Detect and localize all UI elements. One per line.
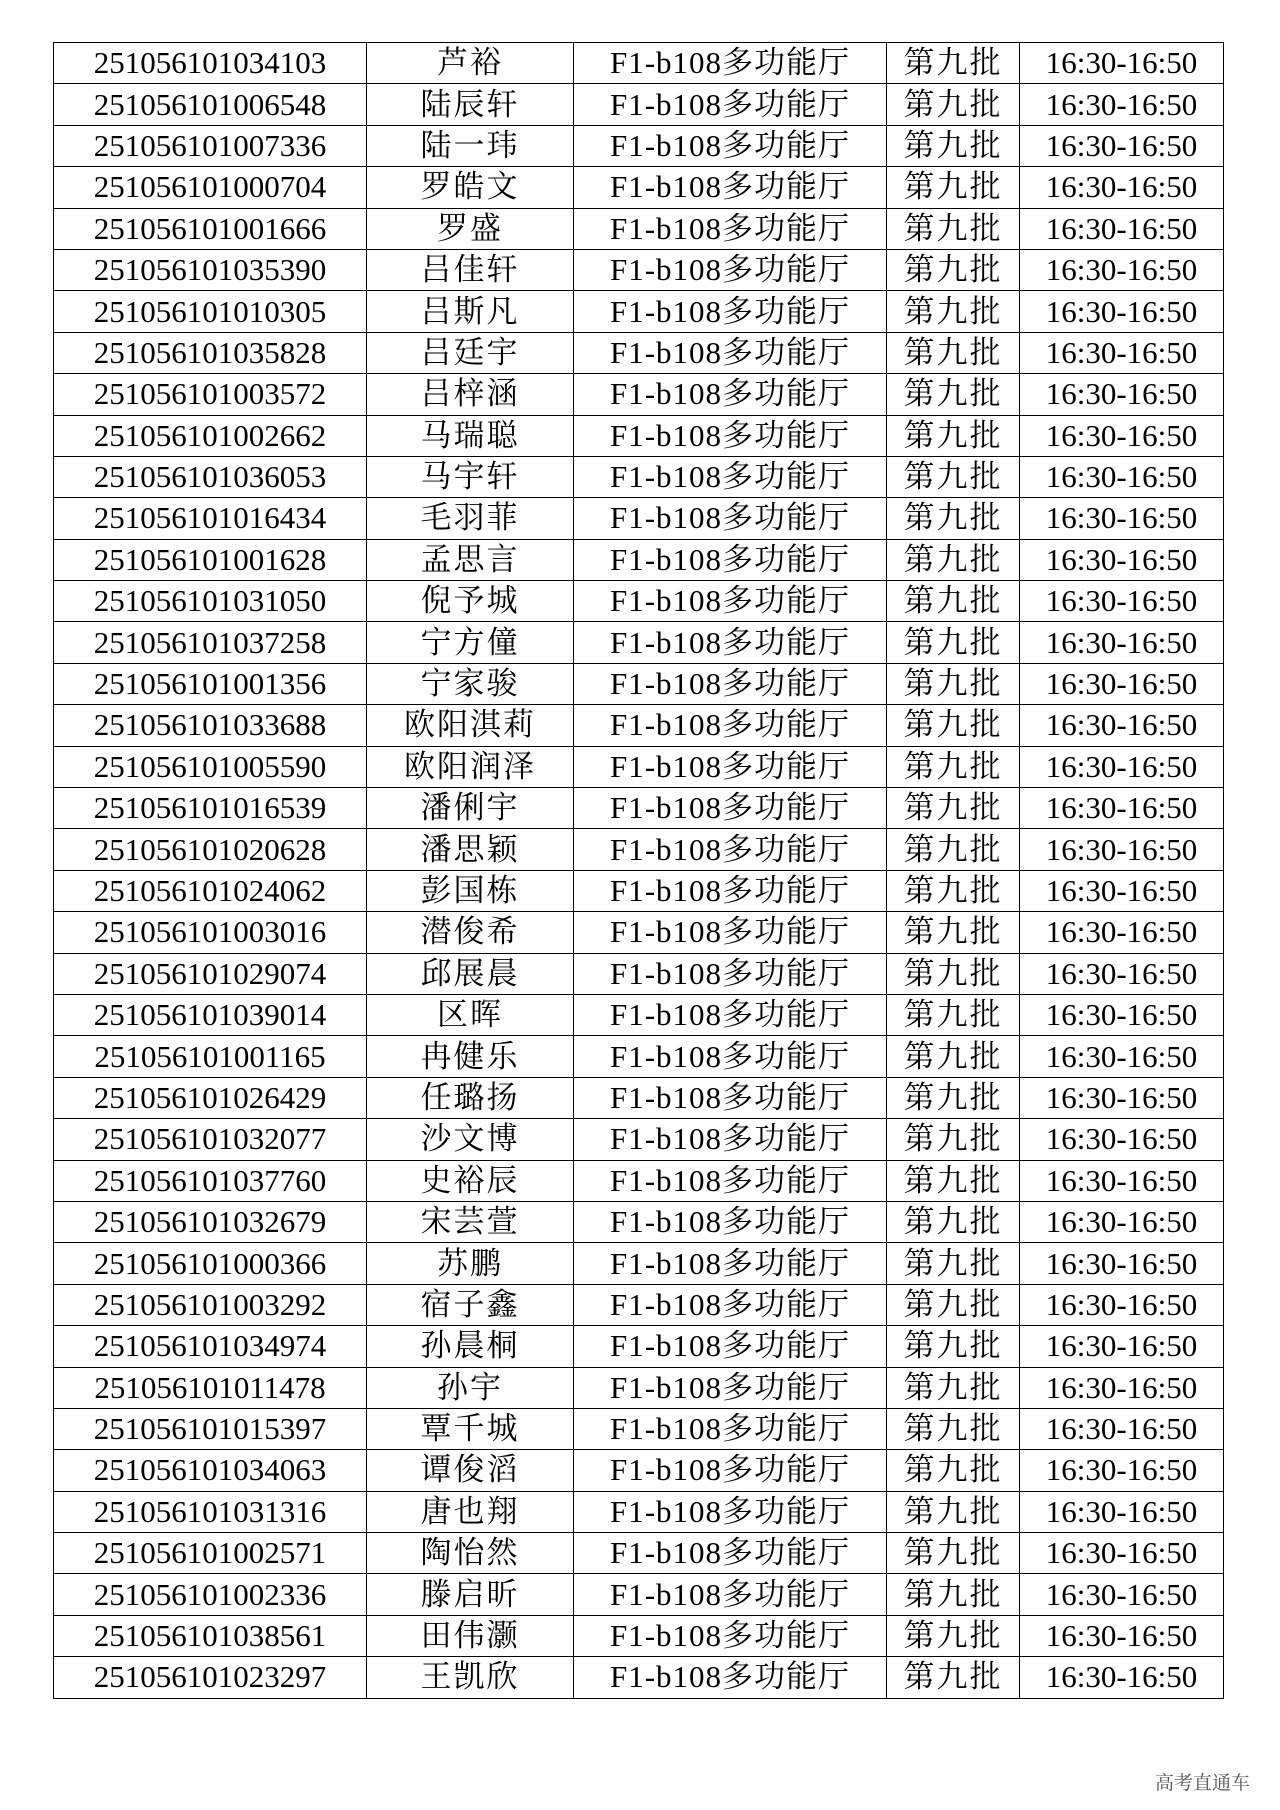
batch-cell: 第九批	[887, 1284, 1020, 1325]
candidate-id-cell: 251056101016539	[54, 788, 367, 829]
candidate-name-cell: 宁方僮	[367, 622, 574, 663]
candidate-id-cell: 251056101003292	[54, 1284, 367, 1325]
batch-cell: 第九批	[887, 1615, 1020, 1656]
batch-cell: 第九批	[887, 1533, 1020, 1574]
table-row	[54, 746, 1224, 787]
table-row	[54, 912, 1224, 953]
candidate-name-cell: 孙晨桐	[367, 1326, 574, 1367]
batch-cell: 第九批	[887, 84, 1020, 125]
batch-cell: 第九批	[887, 1243, 1020, 1284]
batch-cell: 第九批	[887, 994, 1020, 1035]
candidate-name-cell: 冉健乐	[367, 1036, 574, 1077]
candidate-name-cell: 史裕辰	[367, 1160, 574, 1201]
table-row	[54, 1615, 1224, 1656]
batch-cell: 第九批	[887, 1077, 1020, 1118]
room-cell: F1-b108多功能厅	[574, 829, 887, 870]
candidate-name-cell: 毛羽菲	[367, 498, 574, 539]
candidate-id-cell: 251056101034063	[54, 1450, 367, 1491]
candidate-name-cell: 宿子鑫	[367, 1284, 574, 1325]
batch-cell: 第九批	[887, 125, 1020, 166]
time-slot-cell: 16:30-16:50	[1020, 1326, 1224, 1367]
candidate-name-cell: 邱展晨	[367, 953, 574, 994]
batch-cell: 第九批	[887, 746, 1020, 787]
room-cell: F1-b108多功能厅	[574, 1450, 887, 1491]
candidate-id-cell: 251056101026429	[54, 1077, 367, 1118]
time-slot-cell: 16:30-16:50	[1020, 581, 1224, 622]
time-slot-cell: 16:30-16:50	[1020, 1160, 1224, 1201]
candidate-id-cell: 251056101003572	[54, 374, 367, 415]
batch-cell: 第九批	[887, 456, 1020, 497]
table-row	[54, 1284, 1224, 1325]
candidate-id-cell: 251056101038561	[54, 1615, 367, 1656]
table-row	[54, 705, 1224, 746]
batch-cell: 第九批	[887, 1160, 1020, 1201]
table-row	[54, 456, 1224, 497]
table-row	[54, 1201, 1224, 1242]
candidate-name-cell: 潘俐宇	[367, 788, 574, 829]
room-cell: F1-b108多功能厅	[574, 912, 887, 953]
candidate-id-cell: 251056101011478	[54, 1367, 367, 1408]
table-row	[54, 208, 1224, 249]
roster-table	[53, 42, 1224, 1699]
table-row	[54, 167, 1224, 208]
table-row	[54, 1574, 1224, 1615]
candidate-name-cell: 苏鹏	[367, 1243, 574, 1284]
batch-cell: 第九批	[887, 167, 1020, 208]
room-cell: F1-b108多功能厅	[574, 167, 887, 208]
candidate-name-cell: 谭俊滔	[367, 1450, 574, 1491]
candidate-name-cell: 宁家骏	[367, 663, 574, 704]
batch-cell: 第九批	[887, 1119, 1020, 1160]
candidate-id-cell: 251056101001165	[54, 1036, 367, 1077]
batch-cell: 第九批	[887, 705, 1020, 746]
table-row	[54, 1326, 1224, 1367]
candidate-name-cell: 任璐扬	[367, 1077, 574, 1118]
table-row	[54, 1077, 1224, 1118]
candidate-id-cell: 251056101000366	[54, 1243, 367, 1284]
candidate-name-cell: 欧阳淇莉	[367, 705, 574, 746]
candidate-id-cell: 251056101006548	[54, 84, 367, 125]
table-row	[54, 539, 1224, 580]
room-cell: F1-b108多功能厅	[574, 581, 887, 622]
time-slot-cell: 16:30-16:50	[1020, 125, 1224, 166]
candidate-id-cell: 251056101000704	[54, 167, 367, 208]
candidate-name-cell: 潘思颖	[367, 829, 574, 870]
candidate-name-cell: 孟思言	[367, 539, 574, 580]
room-cell: F1-b108多功能厅	[574, 374, 887, 415]
room-cell: F1-b108多功能厅	[574, 1119, 887, 1160]
time-slot-cell: 16:30-16:50	[1020, 539, 1224, 580]
batch-cell: 第九批	[887, 1657, 1020, 1698]
candidate-name-cell: 陶怡然	[367, 1533, 574, 1574]
time-slot-cell: 16:30-16:50	[1020, 1119, 1224, 1160]
candidate-id-cell: 251056101035828	[54, 332, 367, 373]
candidate-name-cell: 欧阳润泽	[367, 746, 574, 787]
batch-cell: 第九批	[887, 1036, 1020, 1077]
candidate-id-cell: 251056101020628	[54, 829, 367, 870]
room-cell: F1-b108多功能厅	[574, 1367, 887, 1408]
candidate-name-cell: 马瑞聪	[367, 415, 574, 456]
room-cell: F1-b108多功能厅	[574, 953, 887, 994]
candidate-id-cell: 251056101034103	[54, 43, 367, 84]
time-slot-cell: 16:30-16:50	[1020, 788, 1224, 829]
batch-cell: 第九批	[887, 622, 1020, 663]
time-slot-cell: 16:30-16:50	[1020, 1657, 1224, 1698]
candidate-name-cell: 彭国栋	[367, 870, 574, 911]
batch-cell: 第九批	[887, 332, 1020, 373]
roster-body	[54, 43, 1224, 1699]
candidate-id-cell: 251056101031050	[54, 581, 367, 622]
room-cell: F1-b108多功能厅	[574, 870, 887, 911]
candidate-id-cell: 251056101024062	[54, 870, 367, 911]
time-slot-cell: 16:30-16:50	[1020, 208, 1224, 249]
candidate-name-cell: 芦裕	[367, 43, 574, 84]
time-slot-cell: 16:30-16:50	[1020, 1077, 1224, 1118]
time-slot-cell: 16:30-16:50	[1020, 1533, 1224, 1574]
room-cell: F1-b108多功能厅	[574, 1160, 887, 1201]
room-cell: F1-b108多功能厅	[574, 622, 887, 663]
time-slot-cell: 16:30-16:50	[1020, 1450, 1224, 1491]
candidate-id-cell: 251056101023297	[54, 1657, 367, 1698]
candidate-name-cell: 陆一玮	[367, 125, 574, 166]
table-row	[54, 1036, 1224, 1077]
batch-cell: 第九批	[887, 208, 1020, 249]
time-slot-cell: 16:30-16:50	[1020, 746, 1224, 787]
candidate-id-cell: 251056101032679	[54, 1201, 367, 1242]
table-row	[54, 498, 1224, 539]
time-slot-cell: 16:30-16:50	[1020, 498, 1224, 539]
table-row	[54, 622, 1224, 663]
room-cell: F1-b108多功能厅	[574, 249, 887, 290]
table-row	[54, 1408, 1224, 1449]
room-cell: F1-b108多功能厅	[574, 705, 887, 746]
batch-cell: 第九批	[887, 43, 1020, 84]
room-cell: F1-b108多功能厅	[574, 1574, 887, 1615]
candidate-id-cell: 251056101016434	[54, 498, 367, 539]
table-row	[54, 291, 1224, 332]
candidate-name-cell: 王凯欣	[367, 1657, 574, 1698]
table-row	[54, 581, 1224, 622]
batch-cell: 第九批	[887, 539, 1020, 580]
room-cell: F1-b108多功能厅	[574, 291, 887, 332]
time-slot-cell: 16:30-16:50	[1020, 291, 1224, 332]
batch-cell: 第九批	[887, 1450, 1020, 1491]
batch-cell: 第九批	[887, 953, 1020, 994]
candidate-id-cell: 251056101002571	[54, 1533, 367, 1574]
room-cell: F1-b108多功能厅	[574, 994, 887, 1035]
time-slot-cell: 16:30-16:50	[1020, 1491, 1224, 1532]
table-row	[54, 249, 1224, 290]
batch-cell: 第九批	[887, 1574, 1020, 1615]
batch-cell: 第九批	[887, 663, 1020, 704]
time-slot-cell: 16:30-16:50	[1020, 1201, 1224, 1242]
room-cell: F1-b108多功能厅	[574, 84, 887, 125]
candidate-id-cell: 251056101002662	[54, 415, 367, 456]
candidate-name-cell: 吕斯凡	[367, 291, 574, 332]
batch-cell: 第九批	[887, 581, 1020, 622]
time-slot-cell: 16:30-16:50	[1020, 953, 1224, 994]
table-row	[54, 1243, 1224, 1284]
time-slot-cell: 16:30-16:50	[1020, 1243, 1224, 1284]
room-cell: F1-b108多功能厅	[574, 1326, 887, 1367]
room-cell: F1-b108多功能厅	[574, 332, 887, 373]
time-slot-cell: 16:30-16:50	[1020, 1574, 1224, 1615]
time-slot-cell: 16:30-16:50	[1020, 1408, 1224, 1449]
time-slot-cell: 16:30-16:50	[1020, 249, 1224, 290]
watermark-text: 高考直通车	[1154, 1772, 1250, 1794]
time-slot-cell: 16:30-16:50	[1020, 622, 1224, 663]
candidate-name-cell: 覃千城	[367, 1408, 574, 1449]
time-slot-cell: 16:30-16:50	[1020, 167, 1224, 208]
candidate-id-cell: 251056101001356	[54, 663, 367, 704]
time-slot-cell: 16:30-16:50	[1020, 456, 1224, 497]
table-row	[54, 788, 1224, 829]
table-row	[54, 415, 1224, 456]
candidate-id-cell: 251056101037258	[54, 622, 367, 663]
candidate-id-cell: 251056101005590	[54, 746, 367, 787]
room-cell: F1-b108多功能厅	[574, 1408, 887, 1449]
table-row	[54, 1119, 1224, 1160]
batch-cell: 第九批	[887, 1408, 1020, 1449]
candidate-name-cell: 沙文博	[367, 1119, 574, 1160]
table-row	[54, 84, 1224, 125]
candidate-id-cell: 251056101010305	[54, 291, 367, 332]
candidate-name-cell: 马宇轩	[367, 456, 574, 497]
room-cell: F1-b108多功能厅	[574, 1533, 887, 1574]
room-cell: F1-b108多功能厅	[574, 1036, 887, 1077]
time-slot-cell: 16:30-16:50	[1020, 1615, 1224, 1656]
table-row	[54, 870, 1224, 911]
batch-cell: 第九批	[887, 788, 1020, 829]
candidate-name-cell: 宋芸萱	[367, 1201, 574, 1242]
candidate-id-cell: 251056101037760	[54, 1160, 367, 1201]
room-cell: F1-b108多功能厅	[574, 456, 887, 497]
time-slot-cell: 16:30-16:50	[1020, 332, 1224, 373]
candidate-id-cell: 251056101002336	[54, 1574, 367, 1615]
batch-cell: 第九批	[887, 829, 1020, 870]
table-row	[54, 332, 1224, 373]
time-slot-cell: 16:30-16:50	[1020, 43, 1224, 84]
room-cell: F1-b108多功能厅	[574, 125, 887, 166]
room-cell: F1-b108多功能厅	[574, 663, 887, 704]
batch-cell: 第九批	[887, 415, 1020, 456]
table-row	[54, 663, 1224, 704]
time-slot-cell: 16:30-16:50	[1020, 994, 1224, 1035]
candidate-name-cell: 滕启昕	[367, 1574, 574, 1615]
room-cell: F1-b108多功能厅	[574, 788, 887, 829]
table-row	[54, 1367, 1224, 1408]
candidate-id-cell: 251056101035390	[54, 249, 367, 290]
time-slot-cell: 16:30-16:50	[1020, 870, 1224, 911]
candidate-id-cell: 251056101029074	[54, 953, 367, 994]
table-row	[54, 1160, 1224, 1201]
room-cell: F1-b108多功能厅	[574, 1657, 887, 1698]
table-row	[54, 43, 1224, 84]
time-slot-cell: 16:30-16:50	[1020, 415, 1224, 456]
batch-cell: 第九批	[887, 1201, 1020, 1242]
candidate-id-cell: 251056101007336	[54, 125, 367, 166]
candidate-id-cell: 251056101032077	[54, 1119, 367, 1160]
candidate-id-cell: 251056101033688	[54, 705, 367, 746]
candidate-id-cell: 251056101031316	[54, 1491, 367, 1532]
time-slot-cell: 16:30-16:50	[1020, 1036, 1224, 1077]
table-row	[54, 829, 1224, 870]
candidate-id-cell: 251056101001628	[54, 539, 367, 580]
room-cell: F1-b108多功能厅	[574, 1491, 887, 1532]
room-cell: F1-b108多功能厅	[574, 1077, 887, 1118]
room-cell: F1-b108多功能厅	[574, 498, 887, 539]
table-row	[54, 1533, 1224, 1574]
batch-cell: 第九批	[887, 498, 1020, 539]
candidate-id-cell: 251056101003016	[54, 912, 367, 953]
room-cell: F1-b108多功能厅	[574, 1243, 887, 1284]
candidate-name-cell: 吕廷宇	[367, 332, 574, 373]
candidate-name-cell: 倪予城	[367, 581, 574, 622]
candidate-id-cell: 251056101039014	[54, 994, 367, 1035]
time-slot-cell: 16:30-16:50	[1020, 663, 1224, 704]
candidate-name-cell: 潜俊希	[367, 912, 574, 953]
batch-cell: 第九批	[887, 912, 1020, 953]
room-cell: F1-b108多功能厅	[574, 415, 887, 456]
table-row	[54, 1491, 1224, 1532]
room-cell: F1-b108多功能厅	[574, 1284, 887, 1325]
candidate-name-cell: 田伟灏	[367, 1615, 574, 1656]
room-cell: F1-b108多功能厅	[574, 746, 887, 787]
table-row	[54, 994, 1224, 1035]
batch-cell: 第九批	[887, 374, 1020, 415]
candidate-name-cell: 罗皓文	[367, 167, 574, 208]
candidate-name-cell: 罗盛	[367, 208, 574, 249]
time-slot-cell: 16:30-16:50	[1020, 1367, 1224, 1408]
time-slot-cell: 16:30-16:50	[1020, 912, 1224, 953]
batch-cell: 第九批	[887, 291, 1020, 332]
candidate-id-cell: 251056101015397	[54, 1408, 367, 1449]
candidate-name-cell: 吕梓涵	[367, 374, 574, 415]
time-slot-cell: 16:30-16:50	[1020, 1284, 1224, 1325]
room-cell: F1-b108多功能厅	[574, 539, 887, 580]
room-cell: F1-b108多功能厅	[574, 208, 887, 249]
table-row	[54, 953, 1224, 994]
room-cell: F1-b108多功能厅	[574, 43, 887, 84]
room-cell: F1-b108多功能厅	[574, 1201, 887, 1242]
table-row	[54, 1450, 1224, 1491]
batch-cell: 第九批	[887, 1367, 1020, 1408]
room-cell: F1-b108多功能厅	[574, 1615, 887, 1656]
candidate-name-cell: 吕佳轩	[367, 249, 574, 290]
batch-cell: 第九批	[887, 1491, 1020, 1532]
candidate-id-cell: 251056101001666	[54, 208, 367, 249]
table-row	[54, 125, 1224, 166]
batch-cell: 第九批	[887, 870, 1020, 911]
time-slot-cell: 16:30-16:50	[1020, 84, 1224, 125]
candidate-name-cell: 陆辰轩	[367, 84, 574, 125]
time-slot-cell: 16:30-16:50	[1020, 705, 1224, 746]
candidate-name-cell: 孙宇	[367, 1367, 574, 1408]
time-slot-cell: 16:30-16:50	[1020, 374, 1224, 415]
table-row	[54, 1657, 1224, 1698]
candidate-name-cell: 区晖	[367, 994, 574, 1035]
candidate-id-cell: 251056101036053	[54, 456, 367, 497]
batch-cell: 第九批	[887, 249, 1020, 290]
candidate-name-cell: 唐也翔	[367, 1491, 574, 1532]
batch-cell: 第九批	[887, 1326, 1020, 1367]
time-slot-cell: 16:30-16:50	[1020, 829, 1224, 870]
candidate-id-cell: 251056101034974	[54, 1326, 367, 1367]
table-row	[54, 374, 1224, 415]
